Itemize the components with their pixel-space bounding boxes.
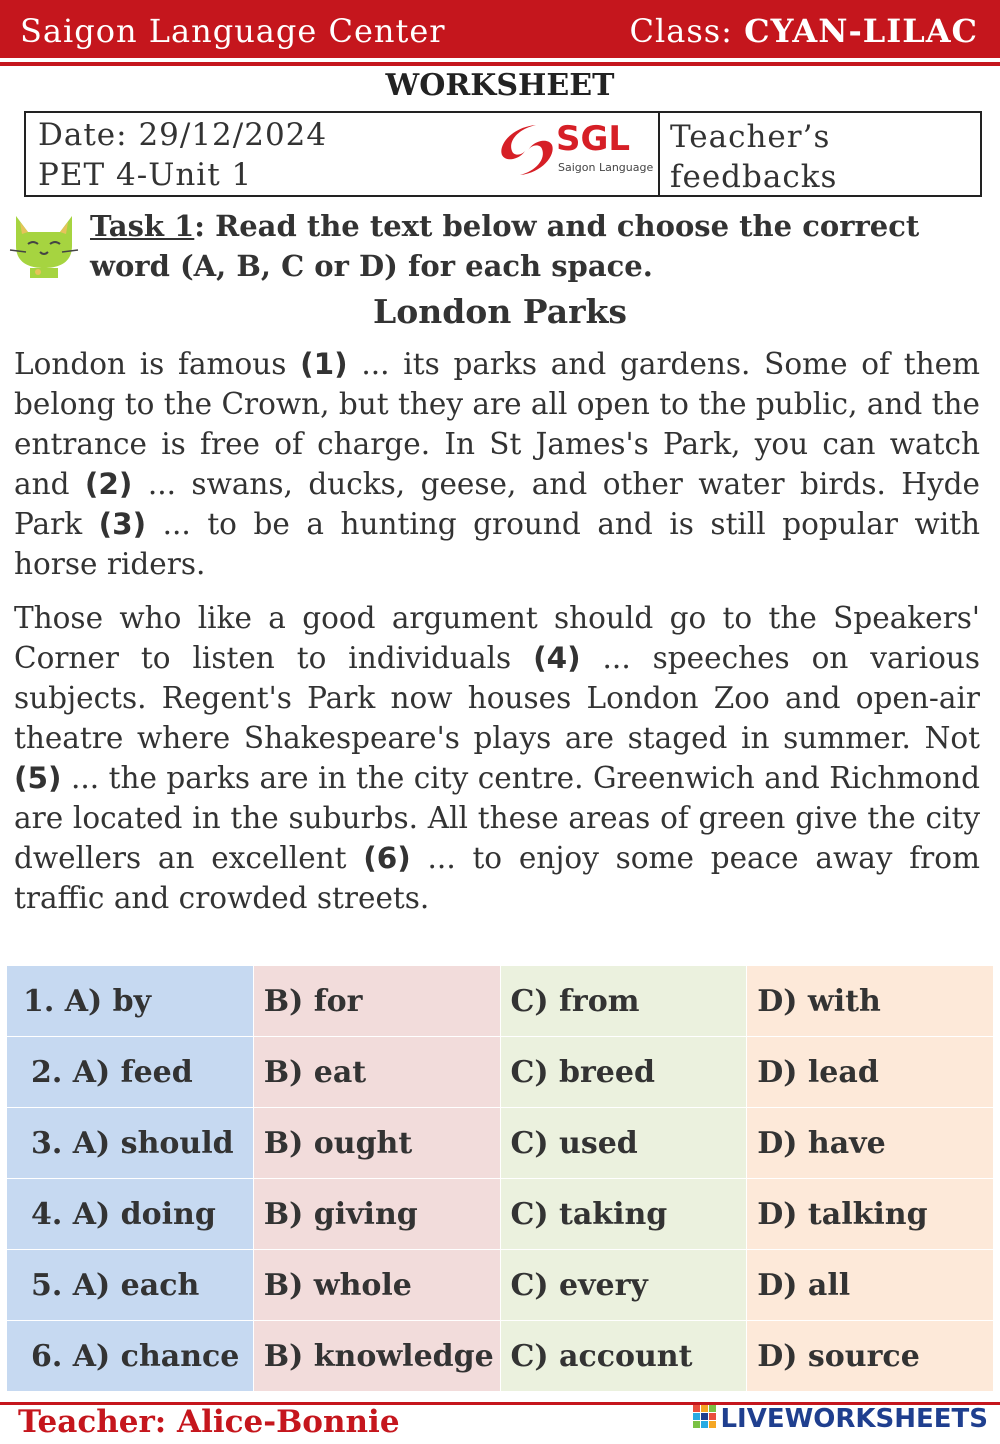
header-bar <box>0 0 1000 58</box>
liveworksheets-logo-icon <box>693 1405 717 1429</box>
options-table <box>6 965 994 1392</box>
option-cell-a[interactable]: 1. A) by <box>7 966 254 1037</box>
logo-brand: SGL <box>556 119 631 159</box>
option-cell-c[interactable]: C) taking <box>500 1179 747 1250</box>
text-segment: London is famous <box>14 347 301 381</box>
center-name: Saigon Language Center <box>20 12 446 50</box>
text-segment: ... its parks and gardens. Some of them belong to the Crown, but they are all open to the public, and the entrance is free of charge. In St James's Park, you can watch and <box>14 347 981 501</box>
paragraph-1 <box>14 344 980 584</box>
text-segment: ... to be a hunting ground and is still popular with horse riders. <box>14 507 980 581</box>
option-cell-d[interactable]: D) all <box>747 1250 994 1321</box>
paragraph-2 <box>14 598 980 918</box>
blank-5: (5) <box>14 761 62 795</box>
option-cell-a[interactable]: 5. A) each <box>7 1250 254 1321</box>
blank-6: (6) <box>363 841 411 875</box>
unit-text: PET 4-Unit 1 <box>38 157 253 193</box>
option-cell-a[interactable]: 4. A) doing <box>7 1179 254 1250</box>
teacher-name: Teacher: Alice-Bonnie <box>18 1404 400 1440</box>
info-box <box>24 111 982 197</box>
text-segment: ... swans, ducks, geese, and other water birds. Hyde Park <box>14 467 980 541</box>
option-cell-c[interactable]: C) account <box>500 1321 747 1392</box>
option-cell-d[interactable]: D) talking <box>747 1179 994 1250</box>
option-cell-a[interactable]: 3. A) should <box>7 1108 254 1179</box>
option-row-1 <box>7 966 994 1037</box>
sgl-logo <box>496 119 656 189</box>
feedback-line1: Teacher’s <box>670 119 831 155</box>
option-row-3 <box>7 1108 994 1179</box>
option-cell-b[interactable]: B) whole <box>253 1250 500 1321</box>
class-name: CYAN-LILAC <box>744 12 978 50</box>
logo-subtitle: Saigon Language <box>558 161 654 174</box>
option-cell-b[interactable]: B) ought <box>253 1108 500 1179</box>
header-divider <box>0 62 1000 66</box>
liveworksheets-logo <box>693 1404 988 1434</box>
text-segment: ... to enjoy some peace away from traffic and crowded streets. <box>14 841 980 915</box>
liveworksheets-brand: LIVEWORKSHEETS <box>720 1404 988 1434</box>
option-cell-d[interactable]: D) source <box>747 1321 994 1392</box>
option-cell-b[interactable]: B) giving <box>253 1179 500 1250</box>
class-label: Class: <box>629 12 733 50</box>
cat-icon <box>6 202 82 280</box>
option-row-4 <box>7 1179 994 1250</box>
text-segment: Those who like a good argument should go to the Speakers' Corner to listen to individuals <box>14 601 980 675</box>
option-cell-d[interactable]: D) lead <box>747 1037 994 1108</box>
text-segment: ... speeches on various subjects. Regent's Park now houses London Zoo and open-air theatre where Shakespeare's plays are staged in summer. Not <box>14 641 980 755</box>
teacher-feedback <box>670 117 837 197</box>
option-row-2 <box>7 1037 994 1108</box>
blank-4: (4) <box>533 641 581 675</box>
worksheet-title: WORKSHEET <box>385 68 615 103</box>
task-text: : Read the text below and choose the correct word (A, B, C or D) for each space. <box>90 209 920 283</box>
blank-1: (1) <box>300 347 348 381</box>
task-label: Task 1 <box>90 209 195 243</box>
option-cell-d[interactable]: D) have <box>747 1108 994 1179</box>
option-cell-b[interactable]: B) knowledge <box>253 1321 500 1392</box>
reading-title: London Parks <box>373 292 627 331</box>
option-cell-d[interactable]: D) with <box>747 966 994 1037</box>
text-segment: ... the parks are in the city centre. Greenwich and Richmond are located in the suburbs. All these areas of green give the city dwellers an excellent <box>14 761 980 875</box>
option-cell-b[interactable]: B) for <box>253 966 500 1037</box>
feedback-divider <box>658 113 660 195</box>
option-cell-c[interactable]: C) from <box>500 966 747 1037</box>
feedback-line2: feedbacks <box>670 159 838 195</box>
sgl-logo-icon <box>496 119 556 181</box>
task-instruction <box>90 206 990 286</box>
option-cell-b[interactable]: B) eat <box>253 1037 500 1108</box>
option-row-6 <box>7 1321 994 1392</box>
class-info <box>630 12 978 50</box>
option-cell-c[interactable]: C) breed <box>500 1037 747 1108</box>
option-row-5 <box>7 1250 994 1321</box>
blank-2: (2) <box>84 467 133 501</box>
blank-3: (3) <box>98 507 147 541</box>
option-cell-c[interactable]: C) every <box>500 1250 747 1321</box>
date-text: Date: 29/12/2024 <box>38 117 328 153</box>
option-cell-a[interactable]: 6. A) chance <box>7 1321 254 1392</box>
option-cell-a[interactable]: 2. A) feed <box>7 1037 254 1108</box>
option-cell-c[interactable]: C) used <box>500 1108 747 1179</box>
